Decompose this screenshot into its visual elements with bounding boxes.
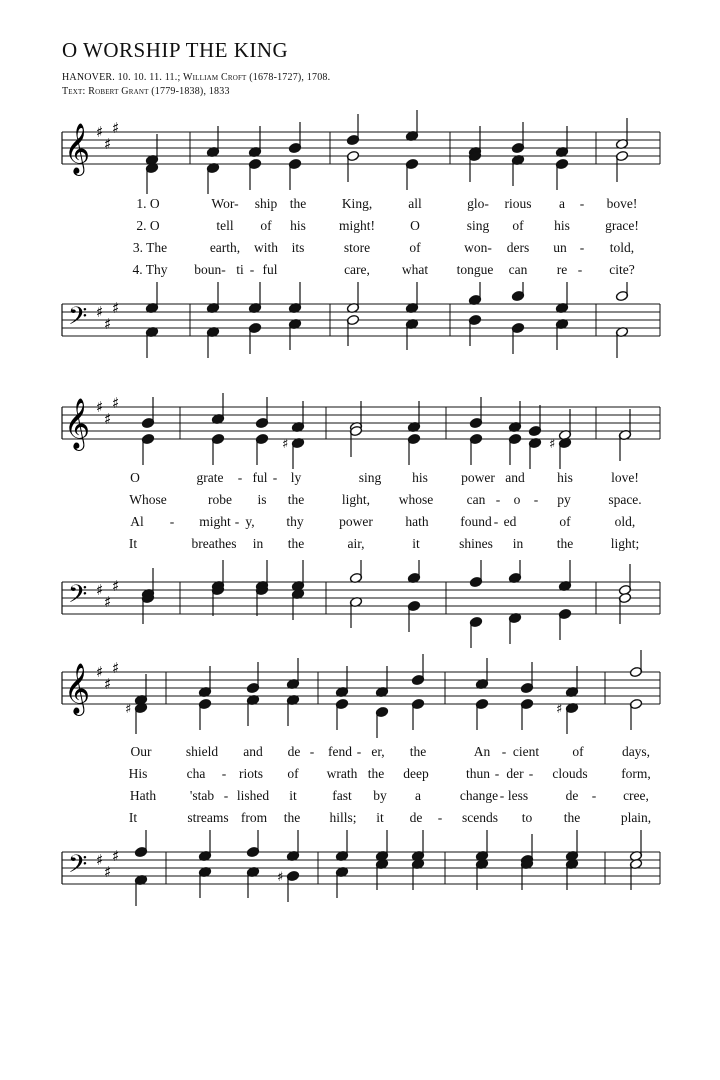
syllable: it (376, 810, 384, 825)
syllable: what (401, 262, 429, 277)
sharp-icon: ♯ (112, 394, 120, 412)
syllable: It (128, 810, 138, 825)
syllable: the (287, 492, 305, 507)
syllable: fast (332, 788, 352, 803)
sharp-icon: ♯ (104, 410, 112, 428)
syllable: of (260, 218, 272, 233)
syllable: 'stab (189, 788, 215, 803)
syllable: his (412, 470, 428, 485)
syllable: grace! (605, 218, 639, 233)
syllable: cha (186, 766, 206, 781)
syllable: light, (341, 492, 371, 507)
syllable: - (499, 788, 505, 803)
syllable: - (495, 492, 501, 507)
syllable: thy (286, 514, 304, 529)
sharp-icon: ♯ (112, 659, 120, 677)
lyric-line-3-3 (0, 788, 720, 806)
syllable: thun (465, 766, 491, 781)
syllable: 2. O (136, 218, 160, 233)
syllable: power (461, 470, 495, 485)
syllable: O (410, 218, 420, 233)
sharp-icon: ♯ (112, 299, 120, 317)
syllable: sing (358, 470, 382, 485)
syllable: power (339, 514, 373, 529)
lyric-line-3-1 (0, 744, 720, 762)
syllable: - (533, 492, 539, 507)
syllable: store (343, 240, 371, 255)
syllable: 1. O (136, 196, 160, 211)
syllable: de (565, 788, 579, 803)
bass-clef-icon: 𝄢 (68, 850, 88, 885)
syllable: shines (459, 536, 493, 551)
syllable: breathes (191, 536, 237, 551)
syllable: sing (466, 218, 490, 233)
syllable: - (309, 744, 315, 759)
syllable: - (579, 240, 585, 255)
syllable: all (408, 196, 422, 211)
syllable: bove! (606, 196, 638, 211)
syllable: Our (130, 744, 152, 759)
syllable: in (252, 536, 264, 551)
syllable: earth, (209, 240, 241, 255)
syllable: It (128, 536, 138, 551)
treble-clef-icon: 𝄞 (64, 663, 91, 714)
bass-clef-icon: 𝄢 (68, 302, 88, 337)
bass-staff-3 (0, 830, 720, 920)
syllable: o (513, 492, 521, 507)
sharp-icon: ♯ (104, 593, 112, 611)
syllable: its (291, 240, 305, 255)
syllable: from (240, 810, 268, 825)
syllable: can (466, 492, 486, 507)
syllable: the (563, 810, 581, 825)
hymn-title: O WORSHIP THE KING (62, 38, 289, 62)
syllable: the (283, 810, 301, 825)
syllable: and (243, 744, 263, 759)
syllable: re (556, 262, 568, 277)
syllable: his (290, 218, 306, 233)
sharp-icon: ♯ (96, 581, 104, 599)
syllable: clouds (552, 766, 588, 781)
syllable: King, (341, 196, 373, 211)
syllable: air, (347, 536, 365, 551)
bass-clef-icon: 𝄢 (68, 580, 88, 615)
syllable: - (221, 766, 227, 781)
syllable: told, (609, 240, 635, 255)
syllable: O (130, 470, 140, 485)
syllable: - (249, 262, 255, 277)
syllable: won- (464, 240, 492, 255)
syllable: glo- (467, 196, 489, 211)
syllable: the (367, 766, 385, 781)
sharp-icon: ♯ (104, 135, 112, 153)
syllable: might! (339, 218, 375, 233)
bass-staff-1 (0, 282, 720, 362)
syllable: boun- (194, 262, 226, 277)
syllable: hath (405, 514, 429, 529)
syllable: the (556, 536, 574, 551)
syllable: of (512, 218, 524, 233)
syllable: might (199, 514, 231, 529)
syllable: the (287, 536, 305, 551)
lyric-line-1-3 (0, 240, 720, 258)
syllable: ed (503, 514, 517, 529)
sharp-icon: ♯ (96, 398, 104, 416)
syllable: form, (621, 766, 651, 781)
syllable: cient (512, 744, 540, 759)
syllable: of (572, 744, 584, 759)
lyric-line-2-4 (0, 536, 720, 554)
syllable: a (559, 196, 565, 211)
treble-clef-icon: 𝄞 (64, 398, 91, 449)
syllable: der (506, 766, 524, 781)
syllable: and (505, 470, 525, 485)
syllable: ders (506, 240, 530, 255)
sharp-icon: ♯ (556, 702, 563, 717)
syllable: ship (254, 196, 278, 211)
syllable: Al (130, 514, 144, 529)
syllable: tongue (456, 262, 494, 277)
sharp-icon: ♯ (104, 675, 112, 693)
syllable: a (415, 788, 421, 803)
lyric-line-1-4 (0, 262, 720, 280)
lyric-line-3-2 (0, 766, 720, 784)
syllable: de (287, 744, 301, 759)
tune-credit: HANOVER. 10. 10. 11. 11.; William Croft (1678-1727), 1708. (62, 72, 331, 83)
syllable: is (257, 492, 267, 507)
syllable: old, (614, 514, 636, 529)
syllable: scends (462, 810, 498, 825)
syllable: - (501, 744, 507, 759)
syllable: fend (328, 744, 352, 759)
sharp-icon: ♯ (112, 119, 120, 137)
syllable: lished (236, 788, 270, 803)
syllable: tell (216, 218, 234, 233)
treble-staff-3 (0, 650, 720, 750)
syllable: whose (398, 492, 434, 507)
syllable: robe (208, 492, 232, 507)
lyric-line-1-1 (0, 196, 720, 214)
syllable: de (409, 810, 423, 825)
syllable: er, (371, 744, 385, 759)
syllable: - (494, 766, 500, 781)
sharp-icon: ♯ (96, 303, 104, 321)
sharp-icon: ♯ (104, 315, 112, 333)
syllable: the (409, 744, 427, 759)
syllable: of (559, 514, 571, 529)
syllable: - (223, 788, 229, 803)
sharp-icon: ♯ (112, 577, 120, 595)
syllable: cree, (623, 788, 649, 803)
syllable: An (473, 744, 491, 759)
sharp-icon: ♯ (112, 847, 120, 865)
lyric-line-2-2 (0, 492, 720, 510)
syllable: ly (290, 470, 302, 485)
syllable: - (577, 262, 583, 277)
syllable: - (356, 744, 362, 759)
syllable: the (289, 196, 307, 211)
sharp-icon: ♯ (549, 437, 556, 452)
syllable: - (493, 514, 499, 529)
syllable: by (373, 788, 387, 803)
syllable: deep (403, 766, 429, 781)
syllable: ful (262, 262, 278, 277)
syllable: with (253, 240, 279, 255)
syllable: rious (504, 196, 532, 211)
syllable: cite? (609, 262, 635, 277)
syllable: His (128, 766, 148, 781)
syllable: change (459, 788, 499, 803)
syllable: - (591, 788, 597, 803)
syllable: - (169, 514, 175, 529)
lyric-line-3-4 (0, 810, 720, 828)
syllable: grate (196, 470, 224, 485)
lyric-line-2-3 (0, 514, 720, 532)
syllable: streams (187, 810, 229, 825)
sharp-icon: ♯ (96, 663, 104, 681)
treble-clef-icon: 𝄞 (64, 123, 91, 174)
syllable: his (554, 218, 570, 233)
syllable: care, (344, 262, 370, 277)
bass-staff-2 (0, 560, 720, 650)
syllable: y, (245, 514, 255, 529)
syllable: - (237, 470, 243, 485)
lyric-line-2-1 (0, 470, 720, 488)
syllable: space. (608, 492, 642, 507)
syllable: - (272, 470, 278, 485)
sharp-icon: ♯ (96, 123, 104, 141)
syllable: it (412, 536, 420, 551)
syllable: in (512, 536, 524, 551)
syllable: un (553, 240, 567, 255)
text-credit: Text: Robert Grant (1779-1838), 1833 (62, 86, 230, 97)
sharp-icon: ♯ (277, 870, 284, 885)
syllable: Wor- (211, 196, 239, 211)
syllable: can (508, 262, 528, 277)
sharp-icon: ♯ (96, 851, 104, 869)
sharp-icon: ♯ (104, 863, 112, 881)
syllable: found (460, 514, 492, 529)
syllable: plain, (620, 810, 652, 825)
syllable: less (507, 788, 529, 803)
syllable: love! (611, 470, 639, 485)
syllable: - (579, 196, 585, 211)
sharp-icon: ♯ (125, 702, 132, 717)
syllable: Whose (129, 492, 167, 507)
syllable: ti (236, 262, 244, 277)
syllable: - (528, 766, 534, 781)
syllable: days, (621, 744, 651, 759)
syllable: of (409, 240, 421, 255)
lyric-line-1-2 (0, 218, 720, 236)
syllable: light; (610, 536, 640, 551)
syllable: hills; (329, 810, 357, 825)
syllable: of (287, 766, 299, 781)
syllable: to (521, 810, 533, 825)
syllable: shield (185, 744, 219, 759)
syllable: riots (238, 766, 264, 781)
syllable: 3. The (132, 240, 168, 255)
syllable: Hath (129, 788, 157, 803)
sharp-icon: ♯ (282, 437, 289, 452)
syllable: ful (252, 470, 268, 485)
syllable: it (289, 788, 297, 803)
syllable: 4. Thy (132, 262, 168, 277)
syllable: wrath (326, 766, 358, 781)
syllable: - (234, 514, 240, 529)
syllable: - (437, 810, 443, 825)
syllable: his (557, 470, 573, 485)
syllable: py (557, 492, 571, 507)
